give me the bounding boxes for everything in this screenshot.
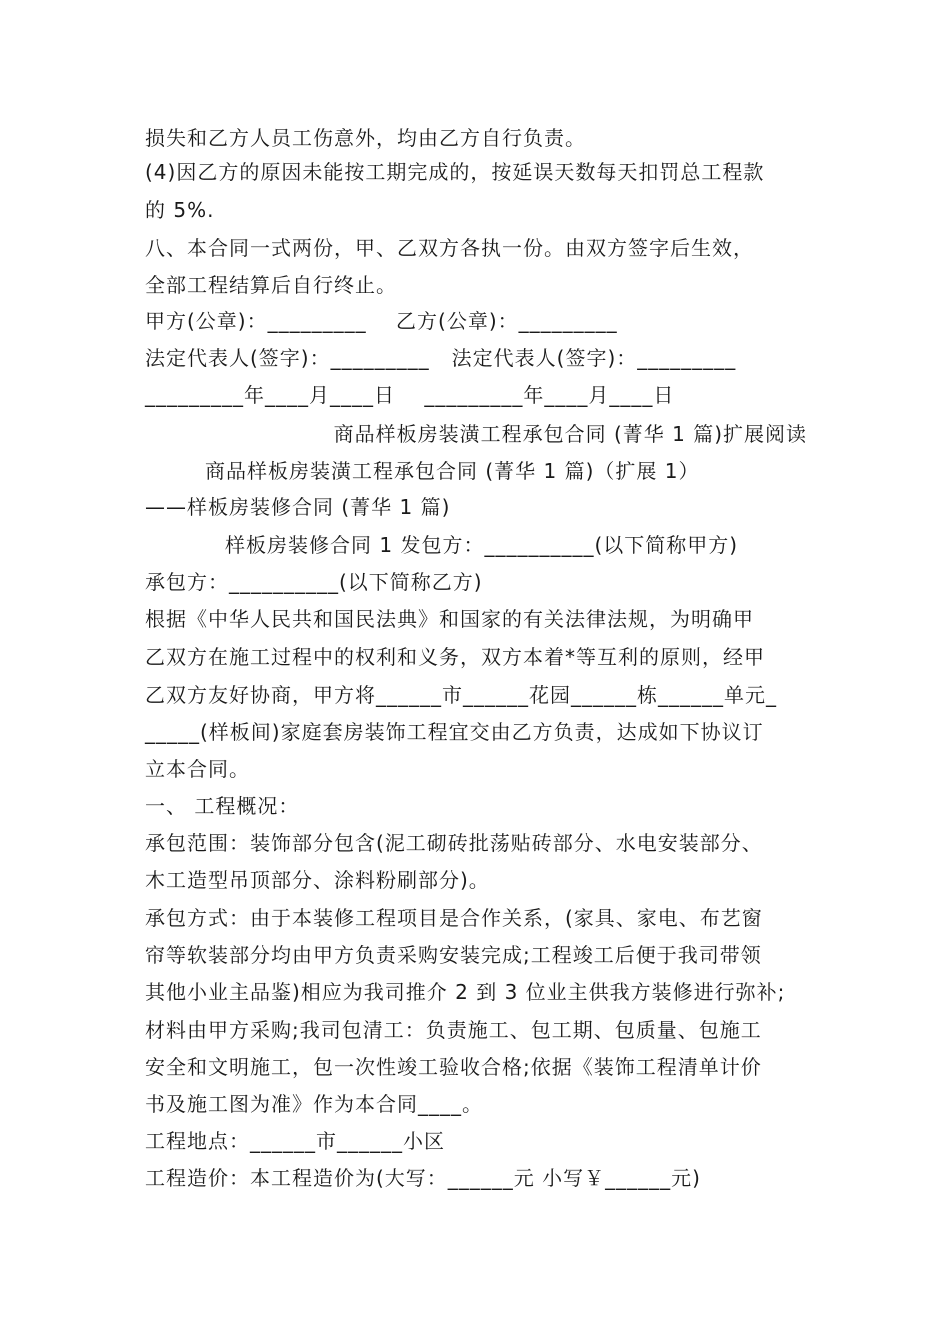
text-line: 全部工程结算后自行终止。 [145, 273, 397, 297]
text-line: 损失和乙方人员工伤意外，均由乙方自行负责。 [145, 126, 586, 150]
section-heading: ——样板房装修合同 (菁华 1 篇) [145, 495, 451, 519]
text-line: 乙双方在施工过程中的权利和义务，双方本着*等互利的原则，经甲 [145, 645, 765, 669]
text-line: 立本合同。 [145, 757, 250, 781]
date-line: _________年____月____日 _________年____月____日 [145, 383, 675, 407]
text-line: 其他小业主品鉴)相应为我司推介 2 到 3 位业主供我方装修进行弥补; [145, 980, 786, 1004]
text-line: 工程地点：______市______小区 [145, 1129, 445, 1153]
text-line: 承包范围：装饰部分包含(泥工砌砖批荡贴砖部分、水电安装部分、 [145, 831, 763, 855]
signature-line-seal: 甲方(公章)：_________ 乙方(公章)：_________ [145, 309, 618, 333]
text-line: 工程造价：本工程造价为(大写：______元 小写￥______元) [145, 1166, 701, 1190]
text-line: 样板房装修合同 1 发包方：__________(以下简称甲方) [225, 533, 739, 557]
text-line: 八、本合同一式两份，甲、乙双方各执一份。由双方签字后生效， [145, 236, 754, 260]
text-line: 乙双方友好协商，甲方将______市______花园______栋______单元_ [145, 683, 777, 707]
section-heading: 一、 工程概况： [145, 794, 300, 818]
text-line: 帘等软装部分均由甲方负责采购安装完成;工程竣工后便于我司带领 [145, 943, 762, 967]
text-line: 木工造型吊顶部分、涂料粉刷部分)。 [145, 868, 490, 892]
signature-line-representative: 法定代表人(签字)：_________ 法定代表人(签字)：_________ [145, 346, 737, 370]
text-line: 承包方式：由于本装修工程项目是合作关系，(家具、家电、布艺窗 [145, 906, 763, 930]
extended-reading-title: 商品样板房装潢工程承包合同 (菁华 1 篇)扩展阅读 [333, 422, 807, 446]
text-line: 材料由甲方采购;我司包清工：负责施工、包工期、包质量、包施工 [145, 1018, 762, 1042]
extended-reading-subtitle: 商品样板房装潢工程承包合同 (菁华 1 篇)（扩展 1） [205, 459, 700, 483]
text-line: 根据《中华人民共和国民法典》和国家的有关法律法规，为明确甲 [145, 607, 754, 631]
text-line: 承包方：__________(以下简称乙方) [145, 570, 483, 594]
text-line: _____(样板间)家庭套房装饰工程宜交由乙方负责，达成如下协议订 [145, 720, 764, 744]
text-line: (4)因乙方的原因未能按工期完成的，按延误天数每天扣罚总工程款 [145, 160, 765, 184]
text-line: 的 5%. [145, 198, 215, 222]
text-line: 书及施工图为准》作为本合同____。 [145, 1092, 483, 1116]
text-line: 安全和文明施工，包一次性竣工验收合格;依据《装饰工程清单计价 [145, 1055, 762, 1079]
